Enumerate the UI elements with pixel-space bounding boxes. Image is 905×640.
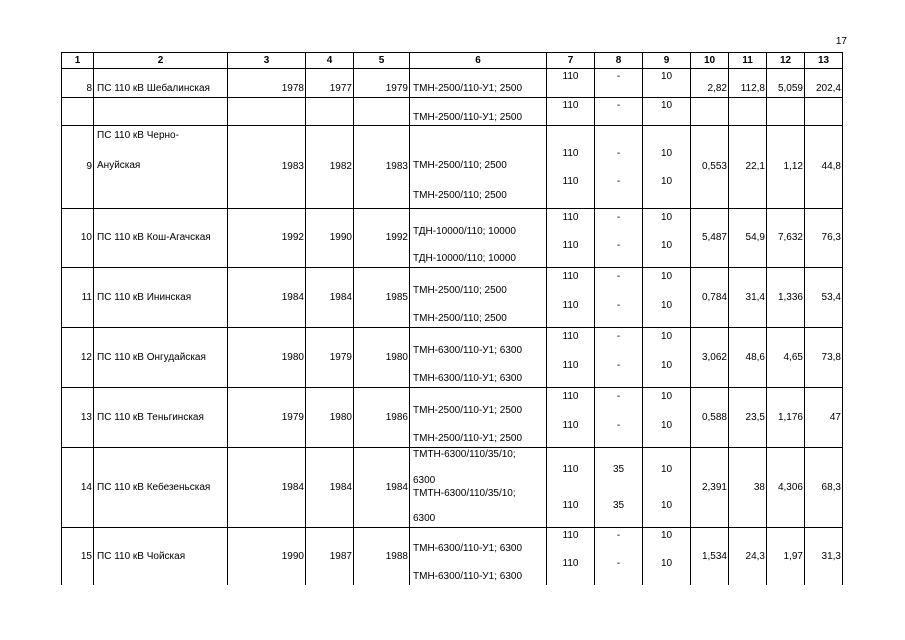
transformer-2-rating: 6300: [413, 513, 436, 524]
value-cell: 38: [729, 448, 767, 528]
year-cell: 1982: [306, 126, 354, 209]
value-cell: 31,4: [729, 268, 767, 328]
header-row: [62, 53, 843, 69]
empty-cell: [805, 98, 843, 126]
voltage-value: 10: [660, 464, 673, 475]
voltage-value: 110: [562, 530, 579, 541]
voltage-value: -: [616, 176, 621, 187]
transformer-1: ТМН-6300/110-У1; 6300: [413, 543, 523, 554]
transformer-2: ТМН-2500/110-У1; 2500: [413, 433, 523, 444]
value-cell: 24,3: [729, 528, 767, 586]
year-cell: 1992: [354, 209, 410, 268]
voltage-cell: [643, 448, 691, 528]
voltage-cell: [595, 209, 643, 268]
row-number: 12: [62, 328, 94, 388]
row-number: 9: [62, 126, 94, 209]
year-cell: 1980: [228, 328, 306, 388]
voltage-cell: [547, 126, 595, 209]
transformer-cell: [410, 328, 547, 388]
table-row: [62, 126, 843, 209]
col-header: 1: [62, 53, 94, 69]
voltage-value: 10: [660, 420, 673, 431]
transformer-cell: [410, 528, 547, 586]
voltage-cell: 110: [547, 98, 595, 126]
row-number: 15: [62, 528, 94, 586]
col-header: 4: [306, 53, 354, 69]
col-header: 6: [410, 53, 547, 69]
voltage-value: 110: [562, 271, 579, 282]
voltage-value: 10: [660, 558, 673, 569]
voltage-cell: -: [595, 69, 643, 98]
year-cell: 1990: [306, 209, 354, 268]
voltage-value: 10: [660, 360, 673, 371]
value-cell: 53,4: [805, 268, 843, 328]
substation-name-line: Ануйская: [97, 160, 141, 171]
value-cell: 7,632: [767, 209, 805, 268]
col-header: 12: [767, 53, 805, 69]
table-row: [62, 268, 843, 328]
table-row: [62, 328, 843, 388]
substation-name: ПС 110 кВ Кош-Агачская: [94, 209, 228, 268]
row-number: 13: [62, 388, 94, 448]
voltage-value: 10: [660, 212, 673, 223]
year-cell: 1985: [354, 268, 410, 328]
voltage-cell: [643, 268, 691, 328]
col-header: 8: [595, 53, 643, 69]
value-cell: 5,487: [691, 209, 729, 268]
voltage-cell: [595, 268, 643, 328]
voltage-value: 110: [562, 500, 579, 511]
table-row: [62, 448, 843, 528]
table-row: [62, 388, 843, 448]
voltage-value: 110: [562, 464, 579, 475]
voltage-cell: [595, 448, 643, 528]
value-cell: 1,336: [767, 268, 805, 328]
transformer-1: ТМН-2500/110; 2500: [413, 160, 507, 171]
year-cell: 1984: [228, 268, 306, 328]
transformer-cell: [410, 268, 547, 328]
voltage-cell: [643, 388, 691, 448]
col-header: 2: [94, 53, 228, 69]
table-row: [62, 528, 843, 586]
voltage-cell: [643, 209, 691, 268]
value-cell: 47: [805, 388, 843, 448]
voltage-cell: [547, 528, 595, 586]
voltage-cell: -: [595, 98, 643, 126]
substation-name: [94, 126, 228, 209]
year-cell: 1984: [306, 268, 354, 328]
voltage-value: 110: [562, 391, 579, 402]
value-cell: 31,3: [805, 528, 843, 586]
year-cell: 1980: [354, 328, 410, 388]
year-cell: 1977: [306, 69, 354, 98]
year-cell: 1990: [228, 528, 306, 586]
year-cell: 1984: [306, 448, 354, 528]
voltage-value: 35: [612, 464, 625, 475]
transformer-cell: [410, 126, 547, 209]
transformer-1: ТМТН-6300/110/35/10;: [413, 449, 516, 460]
voltage-value: 10: [660, 391, 673, 402]
voltage-value: -: [616, 420, 621, 431]
year-cell: 1979: [306, 328, 354, 388]
voltage-value: 10: [660, 331, 673, 342]
substation-name: ПС 110 кВ Чойская: [94, 528, 228, 586]
voltage-value: 110: [562, 331, 579, 342]
substation-name: ПС 110 кВ Кебезеньская: [94, 448, 228, 528]
voltage-value: -: [616, 148, 621, 159]
value-cell: 76,3: [805, 209, 843, 268]
voltage-cell: [547, 388, 595, 448]
voltage-value: 10: [660, 300, 673, 311]
year-cell: 1984: [354, 448, 410, 528]
col-header: 10: [691, 53, 729, 69]
voltage-value: -: [616, 530, 621, 541]
year-cell: 1980: [306, 388, 354, 448]
voltage-cell: [547, 448, 595, 528]
voltage-value: 110: [562, 240, 579, 251]
voltage-value: -: [616, 331, 621, 342]
table-row: [62, 209, 843, 268]
col-header: 9: [643, 53, 691, 69]
voltage-value: -: [616, 212, 621, 223]
value-cell: 4,306: [767, 448, 805, 528]
transformer-1: ТМН-2500/110-У1; 2500: [413, 405, 523, 416]
transformer-1: ТМН-6300/110-У1; 6300: [413, 345, 523, 356]
value-cell: 2,391: [691, 448, 729, 528]
transformer-2: ТМТН-6300/110/35/10;: [413, 488, 516, 499]
voltage-cell: [643, 528, 691, 586]
voltage-value: 110: [562, 148, 579, 159]
transformer-cell: [410, 448, 547, 528]
value-cell: 1,534: [691, 528, 729, 586]
transformer-cell: [410, 388, 547, 448]
transformer-2: ТДН-10000/110; 10000: [413, 253, 516, 264]
transformer-cell: ТМН-2500/110-У1; 2500: [410, 69, 547, 98]
value-cell: 23,5: [729, 388, 767, 448]
voltage-value: 110: [562, 558, 579, 569]
substation-name: ПС 110 кВ Теньгинская: [94, 388, 228, 448]
empty-cell: [354, 98, 410, 126]
voltage-value: 110: [562, 300, 579, 311]
voltage-value: 110: [562, 212, 579, 223]
voltage-cell: [547, 328, 595, 388]
value-cell: 4,65: [767, 328, 805, 388]
page-number: 17: [835, 36, 847, 47]
empty-cell: [306, 98, 354, 126]
year-cell: 1987: [306, 528, 354, 586]
substation-name: ПС 110 кВ Ининская: [94, 268, 228, 328]
transformer-2: ТМН-6300/110-У1; 6300: [413, 373, 523, 384]
empty-cell: [729, 98, 767, 126]
value-cell: 0,588: [691, 388, 729, 448]
transformer-2: ТМН-6300/110-У1; 6300: [413, 571, 523, 582]
voltage-value: 10: [660, 176, 673, 187]
voltage-cell: 10: [643, 98, 691, 126]
voltage-value: 110: [562, 176, 579, 187]
value-cell: 44,8: [805, 126, 843, 209]
value-cell: 5,059: [767, 69, 805, 98]
voltage-cell: [643, 328, 691, 388]
voltage-cell: [595, 388, 643, 448]
voltage-value: -: [616, 360, 621, 371]
transformer-1: ТДН-10000/110; 10000: [413, 226, 516, 237]
value-cell: 1,176: [767, 388, 805, 448]
voltage-cell: 10: [643, 69, 691, 98]
year-cell: 1978: [228, 69, 306, 98]
empty-cell: [228, 98, 306, 126]
transformer-2: ТМН-2500/110; 2500: [413, 190, 507, 201]
table-row: [62, 98, 843, 126]
value-cell: 22,1: [729, 126, 767, 209]
voltage-value: -: [616, 300, 621, 311]
value-cell: 112,8: [729, 69, 767, 98]
value-cell: 54,9: [729, 209, 767, 268]
year-cell: 1983: [354, 126, 410, 209]
transformer-cell: ТМН-2500/110-У1; 2500: [410, 98, 547, 126]
col-header: 5: [354, 53, 410, 69]
value-cell: 2,82: [691, 69, 729, 98]
table-row: [62, 69, 843, 98]
substation-name: ПС 110 кВ Онгудайская: [94, 328, 228, 388]
voltage-value: 110: [562, 420, 579, 431]
value-cell: 68,3: [805, 448, 843, 528]
empty-cell: [62, 98, 94, 126]
voltage-value: 10: [660, 271, 673, 282]
voltage-value: -: [616, 271, 621, 282]
empty-cell: [767, 98, 805, 126]
transformer-1-rating: 6300: [413, 475, 436, 486]
value-cell: 1,12: [767, 126, 805, 209]
empty-cell: [94, 98, 228, 126]
col-header: 13: [805, 53, 843, 69]
year-cell: 1979: [354, 69, 410, 98]
voltage-value: 10: [660, 530, 673, 541]
voltage-value: 10: [660, 240, 673, 251]
value-cell: 1,97: [767, 528, 805, 586]
row-number: 8: [62, 69, 94, 98]
year-cell: 1988: [354, 528, 410, 586]
voltage-value: -: [616, 558, 621, 569]
voltage-cell: [595, 528, 643, 586]
transformer-1: ТМН-2500/110; 2500: [413, 285, 507, 296]
value-cell: 73,8: [805, 328, 843, 388]
voltage-value: -: [616, 240, 621, 251]
voltage-value: 10: [660, 148, 673, 159]
substation-table: [61, 52, 843, 585]
value-cell: 0,784: [691, 268, 729, 328]
voltage-value: -: [616, 391, 621, 402]
value-cell: 0,553: [691, 126, 729, 209]
row-number: 14: [62, 448, 94, 528]
voltage-cell: [595, 328, 643, 388]
voltage-value: 10: [660, 500, 673, 511]
transformer-cell: [410, 209, 547, 268]
transformer-2: ТМН-2500/110; 2500: [413, 313, 507, 324]
year-cell: 1983: [228, 126, 306, 209]
empty-cell: [691, 98, 729, 126]
col-header: 7: [547, 53, 595, 69]
voltage-cell: [595, 126, 643, 209]
substation-name-line: ПС 110 кВ Черно-: [97, 130, 179, 141]
voltage-cell: 110: [547, 69, 595, 98]
row-number: 11: [62, 268, 94, 328]
value-cell: 48,6: [729, 328, 767, 388]
col-header: 11: [729, 53, 767, 69]
col-header: 3: [228, 53, 306, 69]
voltage-cell: [643, 126, 691, 209]
voltage-value: 110: [562, 360, 579, 371]
substation-name: ПС 110 кВ Шебалинская: [94, 69, 228, 98]
row-number: 10: [62, 209, 94, 268]
year-cell: 1992: [228, 209, 306, 268]
year-cell: 1979: [228, 388, 306, 448]
voltage-cell: [547, 209, 595, 268]
voltage-value: 35: [612, 500, 625, 511]
year-cell: 1984: [228, 448, 306, 528]
voltage-cell: [547, 268, 595, 328]
value-cell: 3,062: [691, 328, 729, 388]
year-cell: 1986: [354, 388, 410, 448]
value-cell: 202,4: [805, 69, 843, 98]
